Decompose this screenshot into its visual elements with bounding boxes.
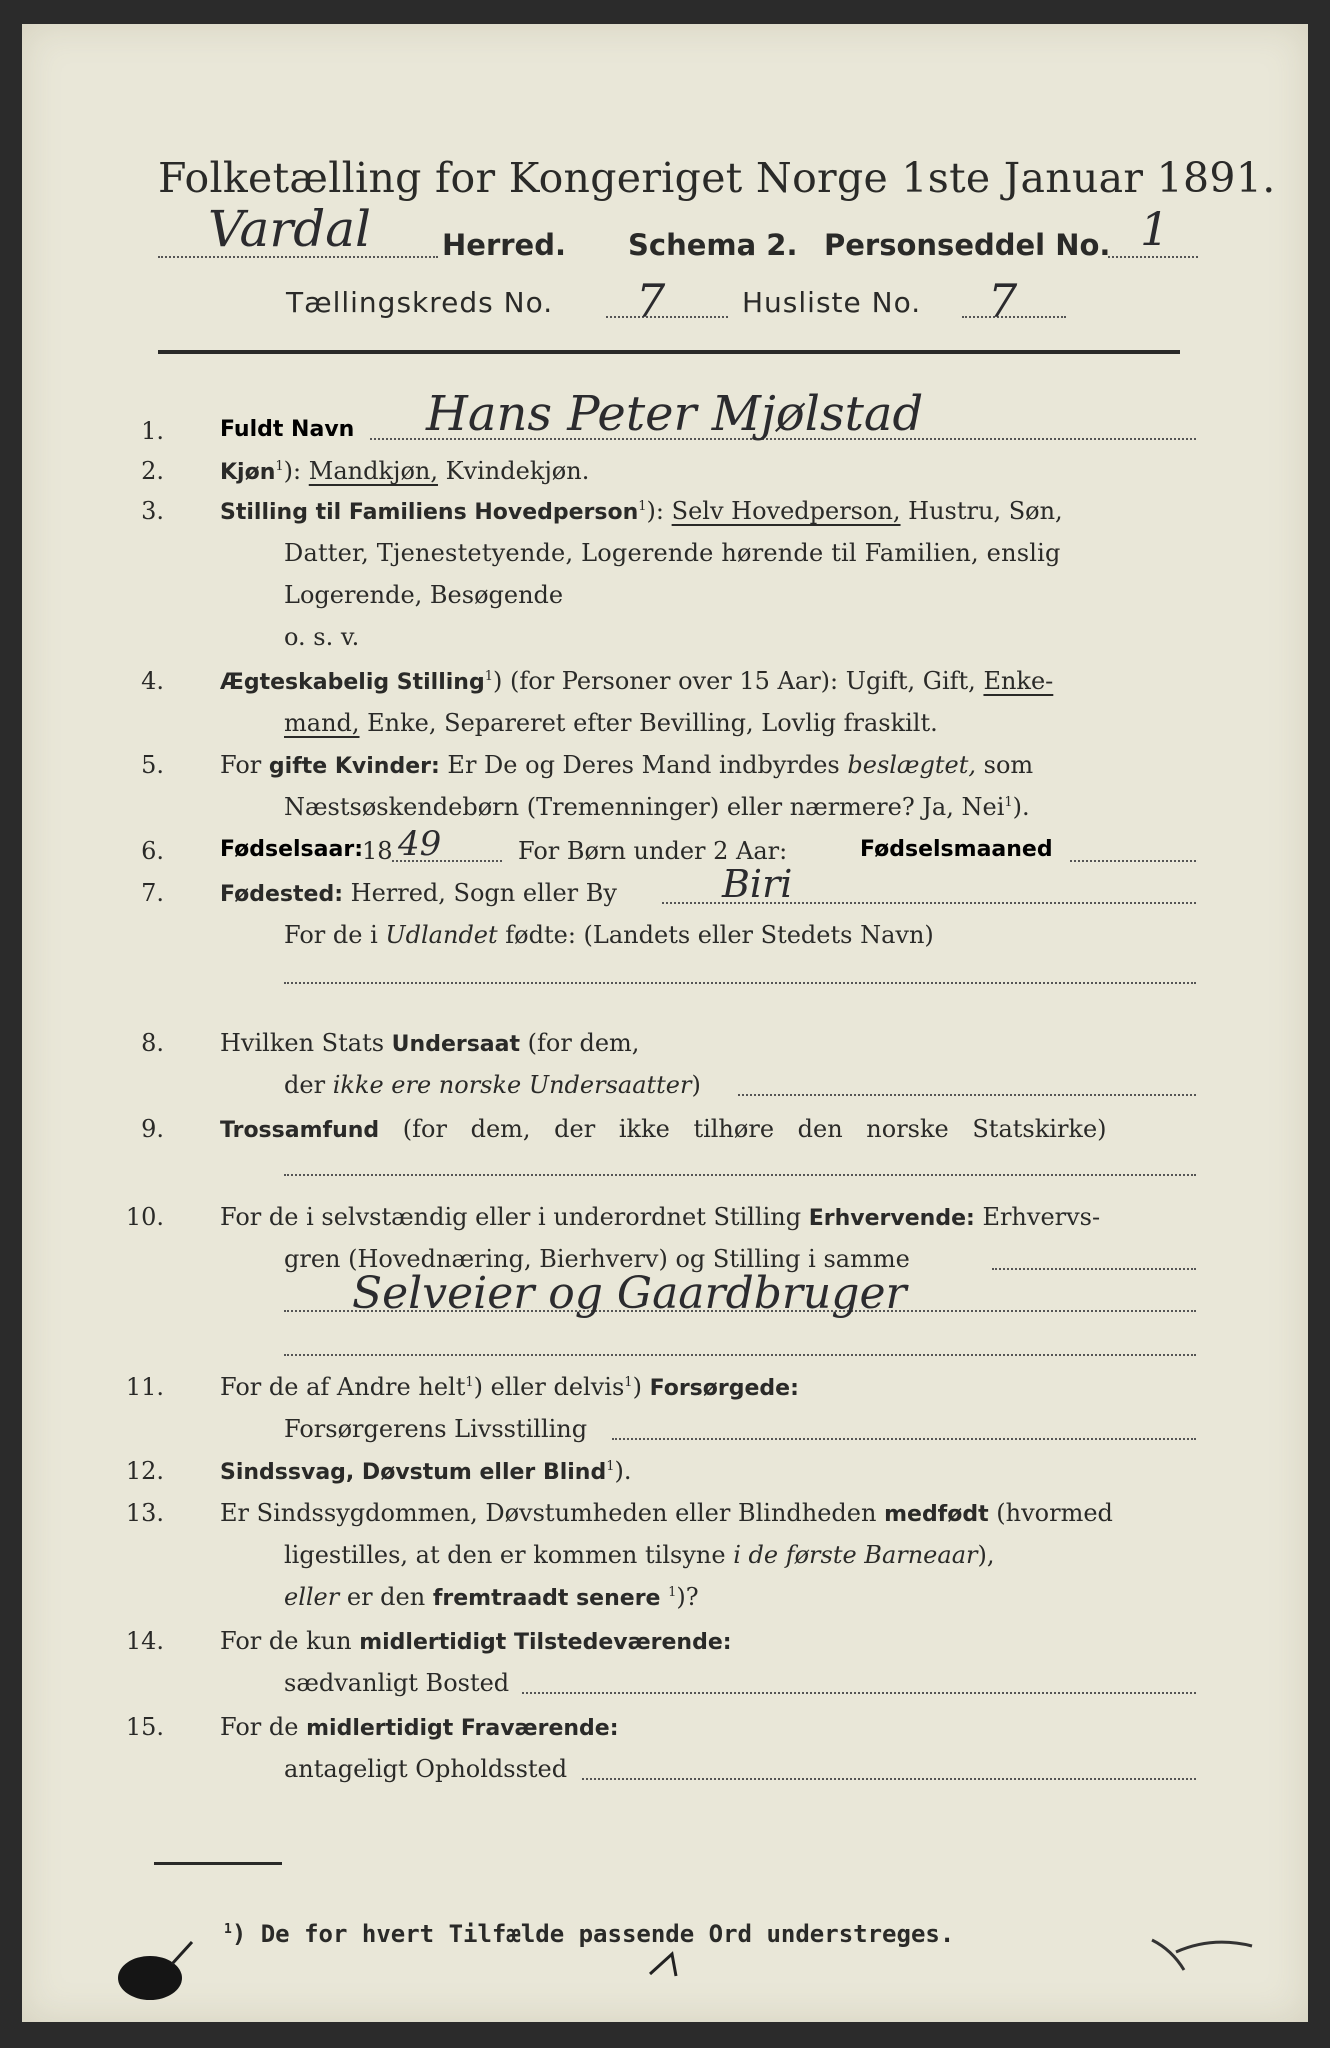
item13-line3-italic: eller [284,1583,340,1611]
schema-label: Schema 2. [628,228,798,262]
item9-label: Trossamfund [220,1118,380,1143]
item4-label: Ægteskabelig Stilling [220,670,485,695]
kreds-label: Tællingskreds No. [286,286,554,319]
item10-label: Erhvervende: [808,1206,975,1231]
item14-label: midlertidigt Tilstedeværende: [359,1630,732,1655]
item-number: 11. [125,1373,164,1401]
item-number: 8. [141,1029,164,1057]
item8-dotline [738,1094,1196,1096]
item-number: 2. [141,457,164,485]
item-number: 14. [125,1627,164,1655]
item13-label: medfødt [884,1502,989,1527]
item3-line1-rest: Hustru, Søn, [908,497,1063,525]
item11-line1-b: ) eller delvis [473,1373,625,1401]
footnote-rule [154,1862,282,1865]
header-rule [158,350,1180,354]
item13-line2 [284,1541,994,1569]
footnote-ref: 1 [668,1585,677,1600]
item-number: 9. [141,1115,164,1143]
item4-line2-rest: Enke, Separeret efter Bevilling, Lovlig fraskilt. [367,709,938,737]
item-number: 13. [125,1499,164,1527]
item3-label: Stilling til Familiens Hovedperson [220,500,639,525]
item9-rest: (for dem, der ikke tilhøre den norske Statskirke) [402,1115,1107,1143]
item12-label: Sindssvag, Døvstum eller Blind [220,1460,607,1485]
item6-mid: For Børn under 2 Aar: [518,837,788,865]
item14-pre: For de kun [220,1627,352,1655]
item7-mid: Herred, Sogn eller By [350,879,617,907]
item15-label: midlertidigt Fraværende: [306,1716,619,1741]
item7-line2-a: For de i [284,921,378,949]
item15-line2: antageligt Opholdssted [284,1755,568,1783]
item15-pre: For de [220,1713,299,1741]
item11-dotline [612,1438,1196,1440]
item13-line3 [284,1583,699,1611]
item7-line2-italic: Udlandet [385,921,498,949]
item13-line1-a: Er Sindssygdommen, Døvstumheden eller Blindheden [220,1499,877,1527]
item8-line1-b: (for dem, [527,1029,640,1057]
kreds-value: 7 [636,274,666,328]
item5-line2-text: Næstsøskendebørn (Tremenninger) eller nærmere? Ja, Nei [284,793,1005,821]
item-number: 12. [125,1457,164,1485]
personseddel-value: 1 [1140,202,1170,256]
item3-line1 [220,497,1063,525]
item9-line1 [220,1115,1107,1143]
item10-line1 [220,1203,1100,1231]
item3-line2: Datter, Tjenestetyende, Logerende hørende til Familien, enslig [284,539,1061,567]
footnote-ref: 1 [465,1375,474,1390]
item-number: 3. [141,497,164,525]
item-number: 10. [125,1203,164,1231]
item-number: 5. [141,751,164,779]
husliste-value: 7 [988,274,1018,328]
item13-line3-a: er den [346,1583,426,1611]
ink-mark [642,1944,702,1984]
occupation-value: Selveier og Gaardbruger [352,1268,907,1319]
item5-line2 [284,793,1030,821]
item7-line1 [220,879,617,907]
item13-line1 [220,1499,1113,1527]
option-selv-hovedperson-selected: Selv Hovedperson, [671,497,901,525]
item-number: 4. [141,667,164,695]
item11-line1-a: For de af Andre helt [220,1373,466,1401]
item15-line1 [220,1713,619,1741]
item14-line1 [220,1627,732,1655]
ink-blot [102,1934,202,2014]
item15-dotline [582,1778,1196,1780]
item2-line [220,457,589,485]
footnote-ref: 1 [638,499,647,514]
item5-italic: beslægtet, [847,751,976,779]
item13-line2-italic: i de første Barneaar [733,1541,978,1569]
footnote [224,1920,954,1948]
item9-dotline [284,1174,1196,1176]
item8-line2-italic: ikke ere norske Undersaatter [332,1071,692,1099]
option-enkemand-selected-cont: mand, [284,709,360,737]
item14-dotline [522,1692,1196,1694]
item13-label2: fremtraadt senere [432,1586,661,1611]
item11-line2: Forsørgerens Livsstilling [284,1415,588,1443]
personseddel-dotline [1108,256,1198,258]
item4-line1-mid: ) (for Personer over 15 Aar): Ugift, Gift, [493,667,976,695]
item10-line1-a: For de i selvstændig eller i underordnet Stilling [220,1203,802,1231]
item13-line3-b: )? [676,1583,699,1611]
ink-scribble [1142,1920,1282,1980]
item8-line2 [284,1071,701,1099]
item10-dotline3 [284,1354,1196,1356]
footnote-ref: 1 [1004,795,1013,810]
item14-line2: sædvanligt Bosted [284,1669,510,1697]
item-number: 1. [141,417,164,445]
item1-label: Fuldt Navn [220,417,355,442]
item2-rest: ): [283,457,302,485]
item8-line2-a: der [284,1071,326,1099]
kreds-dotline [606,316,728,318]
item12-end: ). [614,1457,632,1485]
item10-line2: gren (Hovednæring, Bierhverv) og Stilling i samme [284,1245,910,1273]
item7-line2 [284,921,934,949]
item3-line3: Logerende, Besøgende [284,581,564,609]
personseddel-label: Personseddel No. [824,228,1111,262]
footnote-text: ) De for hvert Tilfælde passende Ord understreges. [231,1920,955,1948]
item10-line1-b: Erhvervs- [982,1203,1101,1231]
item6-label: Fødselsaar: [220,837,363,862]
item4-line1 [220,667,1053,695]
husliste-label: Husliste No. [742,286,922,319]
item13-line1-b: (hvormed [996,1499,1113,1527]
item2-label: Kjøn [220,460,276,485]
item7-dotline2 [284,982,1196,984]
item4-line2 [284,709,938,737]
birth-year-value: 49 [398,824,442,864]
birthplace-value: Biri [722,862,793,906]
item11-line1 [220,1373,799,1401]
item-number: 15. [125,1713,164,1741]
full-name-value: Hans Peter Mjølstad [426,386,924,442]
footnote-ref: 1 [624,1375,633,1390]
footnote-ref: 1 [224,1922,232,1937]
item5-line2-end: ). [1012,793,1030,821]
item5-line1 [220,751,1033,779]
birth-year-prefix: 18 [362,837,393,865]
item-number: 7. [141,879,164,907]
item13-line2-b: ), [977,1541,995,1569]
item12-line [220,1457,631,1485]
item5-pre: For [220,751,262,779]
footnote-ref: 1 [275,459,284,474]
item8-line1 [220,1029,639,1057]
item3-colon: ): [646,497,664,525]
census-form-page [22,24,1308,2022]
item-number: 6. [141,837,164,865]
item6-label2: Fødselsmaaned [860,837,1053,862]
item13-line2-a: ligestilles, at den er kommen tilsyne [284,1541,726,1569]
item5-line1-mid: Er De og Deres Mand indbyrdes [447,751,840,779]
item8-line2-b: ) [691,1071,701,1099]
form-title: Folketælling for Kongeriget Norge 1ste Januar 1891. [158,154,1276,202]
footnote-ref: 1 [606,1459,615,1474]
item11-label: Forsørgede: [649,1376,799,1401]
item6-dotline [1070,860,1196,862]
item8-line1-a: Hvilken Stats [220,1029,385,1057]
item7-line2-b: fødte: (Landets eller Stedets Navn) [505,921,934,949]
option-enkemand-selected: Enke- [983,667,1054,695]
item5-line1-end: som [983,751,1034,779]
item5-label: gifte Kvinder: [268,754,440,779]
herred-value: Vardal [208,200,372,258]
option-kvindekjon: Kvindekjøn. [445,457,590,485]
item8-label: Undersaat [391,1032,521,1057]
herred-label: Herred. [442,228,566,262]
item11-line1-c: ) [632,1373,642,1401]
option-mandkjon-selected: Mandkjøn, [308,457,438,485]
item10-dotline [992,1268,1196,1270]
item3-line4: o. s. v. [284,623,360,651]
footnote-ref: 1 [484,669,494,684]
item7-label: Fødested: [220,882,343,907]
